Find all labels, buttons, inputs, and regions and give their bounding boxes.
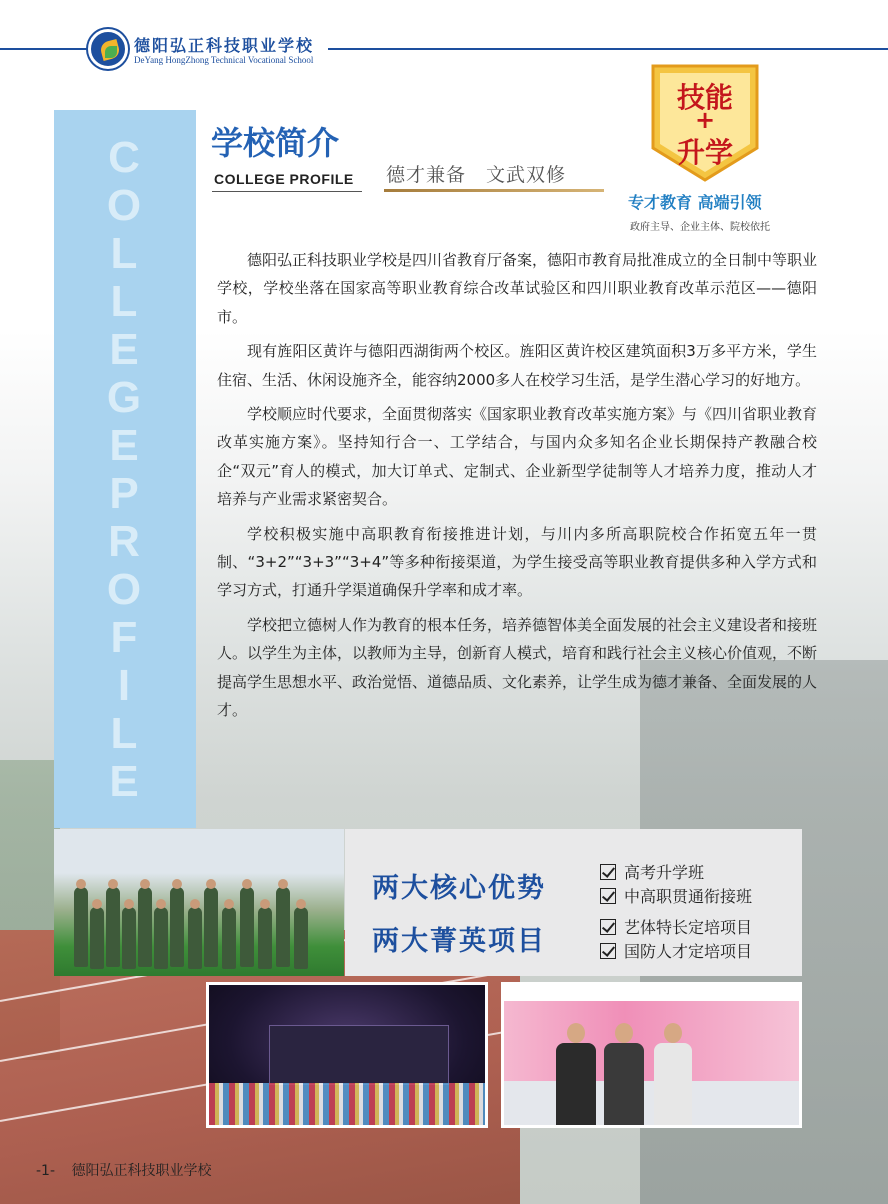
student-head [615, 1023, 633, 1043]
vertical-banner-letter: L [110, 229, 138, 278]
badge-slogan: 专才教育 高端引领 [628, 193, 762, 212]
soldier-figure [154, 907, 168, 969]
event-banner [504, 1001, 802, 1081]
advantages-heading-core: 两大核心优势 [372, 873, 546, 904]
checkbox-checked-icon [600, 888, 616, 904]
badge-plus: + [694, 106, 716, 134]
soldier-head [206, 879, 216, 889]
soldier-figure [170, 887, 184, 967]
soldier-figure [74, 887, 88, 967]
badge-sub-slogan: 政府主导、企业主体、院校依托 [630, 222, 770, 233]
advantage-item [600, 915, 752, 938]
soldier-figure [204, 887, 218, 967]
soldier-head [260, 899, 270, 909]
advantages-heading-elite: 两大菁英项目 [372, 926, 546, 957]
soldier-figure [188, 907, 202, 969]
badge-text-skill: 技能 [676, 81, 733, 114]
checkbox-checked-icon [600, 864, 616, 880]
vertical-banner-letter: P [109, 469, 139, 518]
student-head [567, 1023, 585, 1043]
page-number: -1- [36, 1163, 56, 1179]
school-motto: 德才兼备 文武双修 [386, 164, 567, 186]
checkbox-checked-icon [600, 919, 616, 935]
vertical-banner-letter: E [109, 325, 139, 374]
photo-military-team [54, 829, 344, 976]
soldier-figure [294, 907, 308, 969]
profile-body [217, 246, 817, 731]
soldier-head [296, 899, 306, 909]
soldier-head [92, 899, 102, 909]
soldier-head [124, 899, 134, 909]
vertical-banner-letter: E [109, 421, 139, 470]
school-name-en: DeYang HongZhong Technical Vocational School [134, 55, 314, 65]
school-name-cn: 德阳弘正科技职业学校 [134, 36, 315, 55]
vertical-banner-letter: O [106, 181, 142, 230]
advantage-item-label: 艺体特长定培项目 [624, 918, 753, 937]
section-title-en: COLLEGE PROFILE [214, 171, 354, 187]
profile-paragraph: 学校把立德树人作为教育的根本任务，培养德智体美全面发展的社会主义建设者和接班人。以学生为主体，以教师为主导，创新育人模式，培育和践行社会主义核心价值观，不断提高学生思想水平、政治觉悟、道德品质、文化素养，让学生成为德才兼备、全面发展的人才。 [217, 615, 818, 720]
student-figure [556, 1043, 596, 1128]
title-underline [212, 191, 362, 192]
school-logo-icon [88, 29, 128, 69]
student-head [664, 1023, 682, 1043]
student-figure [654, 1043, 692, 1128]
soldier-figure [90, 907, 104, 969]
soldier-figure [258, 907, 272, 969]
soldier-figure [122, 907, 136, 969]
page-footer [36, 1160, 211, 1180]
vertical-banner-letter: O [106, 565, 142, 614]
soldier-figure [138, 887, 152, 967]
stage-screen [269, 1025, 449, 1085]
motto-underline [384, 189, 604, 192]
soldier-head [172, 879, 182, 889]
soldier-head [76, 879, 86, 889]
vertical-banner-letter: I [117, 661, 131, 710]
soldier-figure [106, 887, 120, 967]
advantage-item [600, 860, 704, 883]
advantage-item-label: 高考升学班 [624, 863, 705, 882]
student-figure [604, 1043, 644, 1128]
vertical-banner-letter: F [110, 613, 138, 662]
profile-paragraph: 德阳弘正科技职业学校是四川省教育厅备案，德阳市教育局批准成立的全日制中等职业学校，学校坐落在国家高等职业教育综合改革试验区和四川职业教育改革示范区——德阳市。 [217, 251, 818, 326]
badge-text-further-study: 升学 [676, 136, 733, 169]
logo-leaf-icon [105, 46, 117, 58]
vertical-banner-text [94, 134, 154, 806]
advantage-item [600, 939, 752, 962]
vertical-banner-letter: C [108, 133, 140, 182]
vertical-banner-letter: E [109, 757, 139, 806]
vertical-banner-letter: R [108, 517, 140, 566]
soldier-head [278, 879, 288, 889]
event-banner-top [504, 985, 802, 1001]
advantage-item-label: 国防人才定培项目 [624, 942, 753, 961]
stage-performers [209, 1083, 488, 1128]
soldier-figure [276, 887, 290, 967]
profile-paragraph: 学校积极实施中高职教育衔接推进计划，与川内多所高职院校合作拓宽五年一贯制、“3+2”“3+3”“3+4”等多种衔接渠道，为学生接受高等职业教育提供多种入学方式和学习方式，打通升学渠道确保升学率和成才率。 [217, 524, 817, 600]
soldier-head [156, 899, 166, 909]
soldier-head [242, 879, 252, 889]
vertical-banner-letter: L [110, 709, 138, 758]
advantage-item [600, 884, 752, 907]
soldier-figure [222, 907, 236, 969]
photo-award-students [501, 982, 802, 1128]
profile-paragraph: 学校顺应时代要求，全面贯彻落实《国家职业教育改革实施方案》与《四川省职业教育改革实施方案》。坚持知行合一、工学结合，与国内众多知名企业长期保持产教融合校企“双元”育人的模式，加大订单式、定制式、企业新型学徒制等人才培养力度，推动人才培养与产业需求紧密契合。 [217, 405, 818, 509]
footer-school-name: 德阳弘正科技职业学校 [71, 1163, 212, 1179]
soldier-head [108, 879, 118, 889]
profile-paragraph: 现有旌阳区黄许与德阳西湖街两个校区。旌阳区黄许校区建筑面积3万多平方米，学生住宿、生活、休闲设施齐全，能容纳2000多人在校学习生活，是学生潜心学习的好地方。 [217, 342, 817, 389]
section-title-cn: 学校简介 [211, 124, 340, 162]
soldier-head [140, 879, 150, 889]
advantage-item-label: 中高职贯通衔接班 [624, 887, 753, 906]
soldier-head [190, 899, 200, 909]
soldier-figure [240, 887, 254, 967]
vertical-banner-letter: L [110, 277, 138, 326]
checkbox-checked-icon [600, 943, 616, 959]
photo-stage-performance [206, 982, 488, 1128]
soldier-head [224, 899, 234, 909]
vertical-banner-letter: G [106, 373, 142, 422]
